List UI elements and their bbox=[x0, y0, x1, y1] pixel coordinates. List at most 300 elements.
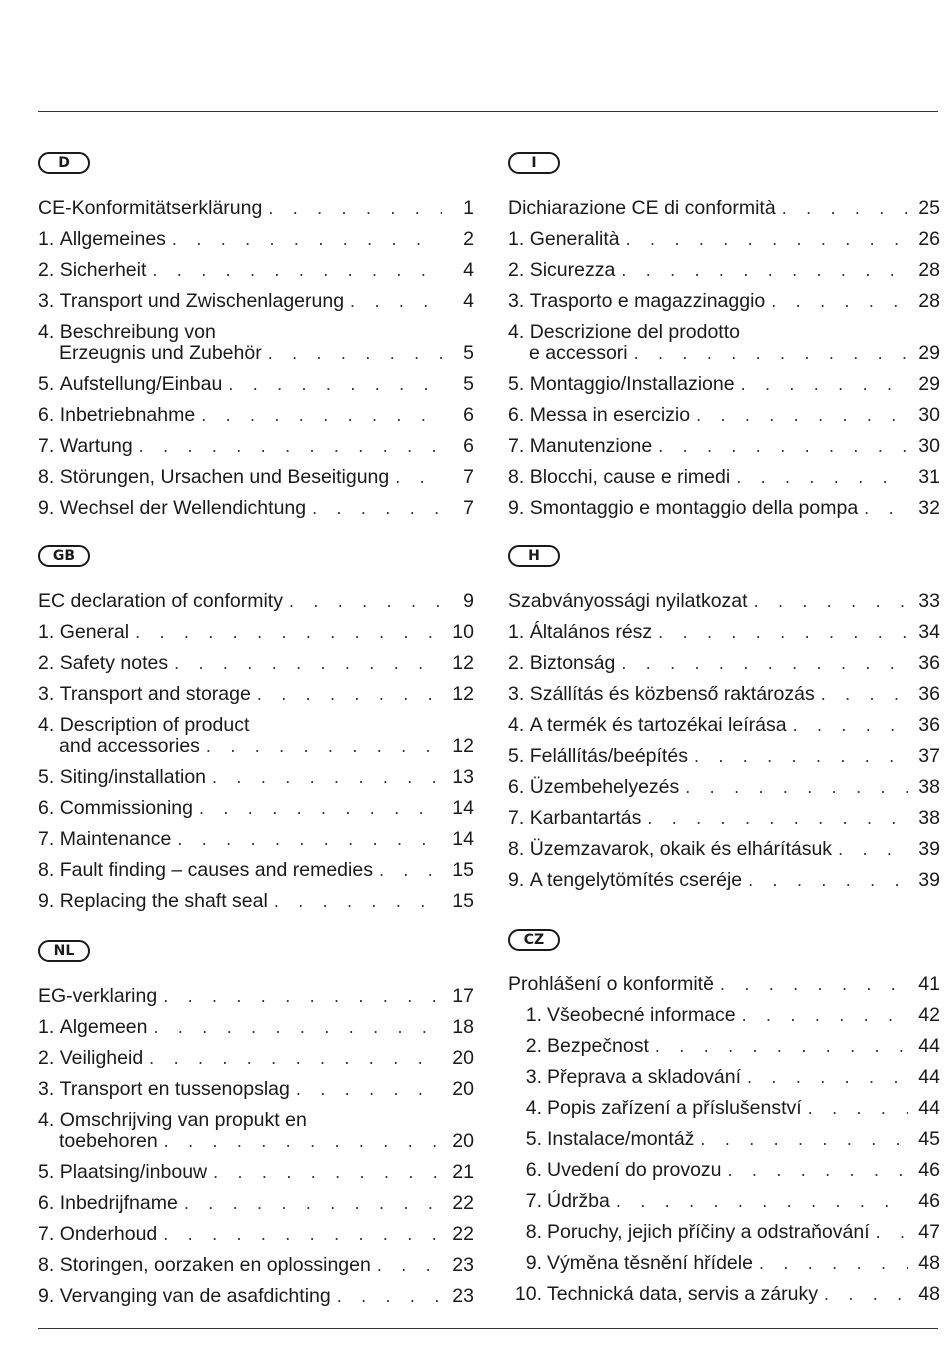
entry-number: 9. bbox=[508, 497, 525, 519]
entry-title: Údržba bbox=[547, 1190, 610, 1212]
entry-page: 25 bbox=[918, 197, 940, 219]
entry-page: 37 bbox=[918, 745, 940, 767]
toc-entry[interactable] bbox=[38, 1285, 474, 1316]
entry-title: Általános rész bbox=[529, 621, 653, 643]
dot-leader bbox=[621, 260, 908, 281]
toc-entry[interactable] bbox=[38, 290, 474, 321]
entry-title: Prohlášení o konformitě bbox=[508, 973, 714, 995]
toc-entry[interactable] bbox=[508, 621, 940, 652]
dot-leader bbox=[621, 653, 908, 674]
toc-entry[interactable] bbox=[38, 321, 474, 367]
entry-number: 1. bbox=[38, 1016, 55, 1038]
entry-title: Inbedrijfname bbox=[59, 1192, 178, 1214]
entry-title: Felállítás/beépítés bbox=[529, 745, 688, 767]
toc-entry[interactable] bbox=[508, 1252, 940, 1283]
entry-title: Onderhoud bbox=[59, 1223, 158, 1245]
entry-page: 28 bbox=[918, 290, 940, 312]
dot-leader bbox=[696, 405, 908, 426]
entry-page: 38 bbox=[918, 807, 940, 829]
dot-leader bbox=[177, 829, 442, 850]
entry-page: 44 bbox=[918, 1066, 940, 1088]
entry-page: 36 bbox=[918, 652, 940, 674]
dot-leader bbox=[658, 436, 908, 457]
dot-leader bbox=[824, 1284, 908, 1305]
entry-page: 32 bbox=[918, 497, 940, 519]
entry-number: 1. bbox=[525, 1004, 542, 1026]
toc-entry[interactable] bbox=[38, 1047, 474, 1078]
entry-number: 4. bbox=[508, 321, 525, 343]
dot-leader bbox=[154, 1017, 443, 1038]
dot-leader bbox=[720, 974, 908, 995]
entry-title: A termék és tartozékai leírása bbox=[529, 714, 787, 736]
entry-number: 6. bbox=[38, 404, 55, 426]
entry-title: Karbantartás bbox=[529, 807, 642, 829]
toc-entry[interactable] bbox=[508, 1035, 940, 1066]
entry-page: 44 bbox=[918, 1097, 940, 1119]
entry-page: 18 bbox=[452, 1016, 474, 1038]
language-badge-cz: CZ bbox=[508, 929, 560, 951]
entry-page: 12 bbox=[452, 683, 474, 705]
dot-leader bbox=[149, 1048, 442, 1069]
entry-title: Biztonság bbox=[529, 652, 616, 674]
dot-leader bbox=[741, 374, 908, 395]
toc-entry[interactable] bbox=[508, 1190, 940, 1221]
dot-leader bbox=[350, 291, 442, 312]
dot-leader bbox=[152, 260, 442, 281]
entry-number: 1. bbox=[508, 621, 525, 643]
dot-leader bbox=[296, 1079, 442, 1100]
entry-page: 31 bbox=[918, 466, 940, 488]
dot-leader bbox=[257, 684, 442, 705]
dot-leader bbox=[748, 870, 908, 891]
entry-title: Maintenance bbox=[59, 828, 172, 850]
entry-page: 9 bbox=[463, 590, 474, 612]
entry-title: EG-verklaring bbox=[38, 985, 158, 1007]
toc-entry[interactable] bbox=[508, 590, 940, 621]
entry-page: 6 bbox=[463, 404, 474, 426]
dot-leader bbox=[694, 746, 908, 767]
entry-number: 5. bbox=[38, 373, 55, 395]
entry-number: 8. bbox=[38, 1254, 55, 1276]
entry-page: 7 bbox=[463, 466, 474, 488]
entry-number: 6. bbox=[525, 1159, 542, 1181]
toc-entry[interactable] bbox=[38, 621, 474, 652]
entry-title: Omschrijving van propukt en bbox=[59, 1109, 307, 1131]
entry-page: 6 bbox=[463, 435, 474, 457]
toc-entry[interactable] bbox=[508, 838, 940, 869]
entry-title: Aufstellung/Einbau bbox=[59, 373, 223, 395]
entry-title: Uvedení do provozu bbox=[547, 1159, 722, 1181]
dot-leader bbox=[184, 1193, 442, 1214]
entry-number: 6. bbox=[508, 776, 525, 798]
entry-title: Üzembehelyezés bbox=[529, 776, 680, 798]
toc-entry[interactable] bbox=[508, 652, 940, 683]
entry-number: 7. bbox=[525, 1190, 542, 1212]
entry-number: 1. bbox=[508, 228, 525, 250]
entry-page: 2 bbox=[463, 228, 474, 250]
toc-entry[interactable] bbox=[508, 1097, 940, 1128]
entry-number: 8. bbox=[525, 1221, 542, 1243]
entry-page: 12 bbox=[452, 735, 474, 757]
toc-entry[interactable] bbox=[508, 435, 940, 466]
dot-leader bbox=[747, 1067, 908, 1088]
toc-entry[interactable] bbox=[38, 859, 474, 890]
dot-leader bbox=[379, 860, 442, 881]
dot-leader bbox=[728, 1160, 908, 1181]
toc-entry[interactable] bbox=[508, 1128, 940, 1159]
entry-number: 2. bbox=[525, 1035, 542, 1057]
entry-page: 39 bbox=[918, 838, 940, 860]
dot-leader bbox=[742, 1005, 908, 1026]
toc-entry[interactable] bbox=[38, 1078, 474, 1109]
toc-entry[interactable] bbox=[38, 197, 474, 228]
entry-title: Safety notes bbox=[59, 652, 169, 674]
entry-title: Störungen, Ursachen und Beseitigung bbox=[59, 466, 390, 488]
entry-title: Blocchi, cause e rimedi bbox=[529, 466, 731, 488]
entry-title: Montaggio/Installazione bbox=[529, 373, 735, 395]
entry-page: 29 bbox=[918, 342, 940, 364]
dot-leader bbox=[274, 891, 442, 912]
toc-entry[interactable] bbox=[38, 1192, 474, 1223]
language-badge-gb: GB bbox=[38, 545, 90, 567]
entry-number: 3. bbox=[38, 683, 55, 705]
dot-leader bbox=[821, 684, 908, 705]
toc-entry[interactable] bbox=[38, 1254, 474, 1285]
toc-entry[interactable] bbox=[38, 404, 474, 435]
entry-title: Sicherheit bbox=[59, 259, 147, 281]
entry-number: 4. bbox=[38, 1109, 55, 1131]
entry-number: 6. bbox=[508, 404, 525, 426]
entry-page: 26 bbox=[918, 228, 940, 250]
toc-entry[interactable] bbox=[38, 1161, 474, 1192]
toc-entry[interactable] bbox=[38, 1223, 474, 1254]
entry-number: 7. bbox=[508, 435, 525, 457]
dot-leader bbox=[658, 622, 908, 643]
entry-title: Bezpečnost bbox=[547, 1035, 649, 1057]
entry-title: Transport and storage bbox=[59, 683, 251, 705]
toc-entry[interactable] bbox=[508, 497, 940, 528]
toc-entry[interactable] bbox=[508, 404, 940, 435]
entry-title-continued: e accessori bbox=[529, 342, 628, 364]
toc-entry[interactable] bbox=[38, 228, 474, 259]
toc-entry[interactable] bbox=[508, 869, 940, 900]
toc-entry[interactable] bbox=[508, 373, 940, 404]
entry-number: 1. bbox=[38, 228, 55, 250]
dot-leader bbox=[634, 343, 908, 364]
entry-title: Siting/installation bbox=[59, 766, 207, 788]
toc-entry[interactable] bbox=[38, 373, 474, 404]
entry-number: 7. bbox=[38, 435, 55, 457]
entry-number: 4. bbox=[525, 1097, 542, 1119]
entry-number: 3. bbox=[508, 290, 525, 312]
entry-page: 20 bbox=[452, 1047, 474, 1069]
entry-number: 9. bbox=[38, 497, 55, 519]
toc-entry[interactable] bbox=[38, 985, 474, 1016]
entry-number: 6. bbox=[38, 1192, 55, 1214]
entry-title: Description of product bbox=[59, 714, 250, 736]
entry-number: 5. bbox=[525, 1128, 542, 1150]
entry-page: 5 bbox=[463, 373, 474, 395]
entry-title: Storingen, oorzaken en oplossingen bbox=[59, 1254, 371, 1276]
entry-page: 23 bbox=[452, 1285, 474, 1307]
dot-leader bbox=[213, 1162, 442, 1183]
dot-leader bbox=[201, 405, 442, 426]
dot-leader bbox=[268, 343, 442, 364]
entry-number: 2. bbox=[508, 652, 525, 674]
entry-page: 33 bbox=[918, 590, 940, 612]
entry-title: Poruchy, jejich příčiny a odstraňování bbox=[547, 1221, 870, 1243]
entry-page: 42 bbox=[918, 1004, 940, 1026]
toc-entry[interactable] bbox=[508, 1221, 940, 1252]
toc-entry[interactable] bbox=[38, 890, 474, 921]
dot-leader bbox=[736, 467, 908, 488]
entry-page: 22 bbox=[452, 1192, 474, 1214]
entry-number: 6. bbox=[38, 797, 55, 819]
entry-title: Manutenzione bbox=[529, 435, 653, 457]
entry-number: 5. bbox=[38, 1161, 55, 1183]
entry-page: 14 bbox=[452, 797, 474, 819]
entry-title: Replacing the shaft seal bbox=[59, 890, 268, 912]
dot-leader bbox=[135, 622, 442, 643]
entry-page: 4 bbox=[463, 259, 474, 281]
entry-page: 7 bbox=[463, 497, 474, 519]
toc-entry[interactable] bbox=[508, 807, 940, 838]
entry-page: 39 bbox=[918, 869, 940, 891]
entry-page: 48 bbox=[918, 1283, 940, 1305]
dot-leader bbox=[172, 229, 442, 250]
dot-leader bbox=[268, 198, 442, 219]
entry-number: 9. bbox=[38, 1285, 55, 1307]
toc-entry[interactable] bbox=[508, 1283, 940, 1314]
entry-title: Vervanging van de asafdichting bbox=[59, 1285, 331, 1307]
toc-entry[interactable] bbox=[508, 1004, 940, 1035]
entry-number: 8. bbox=[508, 466, 525, 488]
entry-page: 15 bbox=[452, 890, 474, 912]
entry-number: 2. bbox=[38, 1047, 55, 1069]
entry-title: Trasporto e magazzinaggio bbox=[529, 290, 766, 312]
toc-entry[interactable] bbox=[508, 1066, 940, 1097]
dot-leader bbox=[838, 839, 908, 860]
toc-entry[interactable] bbox=[38, 1016, 474, 1047]
entry-page: 10 bbox=[452, 621, 474, 643]
dot-leader bbox=[626, 229, 908, 250]
toc-entry[interactable] bbox=[508, 714, 940, 745]
entry-title: Wechsel der Wellendichtung bbox=[59, 497, 307, 519]
entry-title: Technická data, servis a záruky bbox=[547, 1283, 818, 1305]
toc-entry[interactable] bbox=[38, 828, 474, 859]
entry-title: Výměna těsnění hřídele bbox=[547, 1252, 753, 1274]
toc-entry[interactable] bbox=[38, 652, 474, 683]
entry-page: 15 bbox=[452, 859, 474, 881]
entry-page: 48 bbox=[918, 1252, 940, 1274]
dot-leader bbox=[212, 767, 442, 788]
entry-number: 2. bbox=[38, 259, 55, 281]
entry-title: Dichiarazione CE di conformità bbox=[508, 197, 776, 219]
entry-number: 4. bbox=[508, 714, 525, 736]
toc-entry[interactable] bbox=[508, 776, 940, 807]
dot-leader bbox=[793, 715, 908, 736]
entry-page: 46 bbox=[918, 1190, 940, 1212]
dot-leader bbox=[655, 1036, 908, 1057]
toc-entry[interactable] bbox=[38, 766, 474, 797]
entry-number: 2. bbox=[38, 652, 55, 674]
dot-leader bbox=[312, 498, 442, 519]
entry-title: Beschreibung von bbox=[59, 321, 216, 343]
entry-page: 23 bbox=[452, 1254, 474, 1276]
entry-title: Wartung bbox=[59, 435, 133, 457]
entry-page: 28 bbox=[918, 259, 940, 281]
entry-page: 20 bbox=[452, 1130, 474, 1152]
dot-leader bbox=[163, 986, 442, 1007]
dot-leader bbox=[647, 808, 908, 829]
toc-entry[interactable] bbox=[508, 259, 940, 290]
entry-number: 5. bbox=[508, 373, 525, 395]
dot-leader bbox=[782, 198, 908, 219]
dot-leader bbox=[199, 798, 442, 819]
entry-page: 17 bbox=[452, 985, 474, 1007]
entry-number: 1. bbox=[38, 621, 55, 643]
entry-title: Allgemeines bbox=[59, 228, 166, 250]
language-badge-d: D bbox=[38, 152, 90, 174]
entry-title: Messa in esercizio bbox=[529, 404, 691, 426]
entry-number: 3. bbox=[38, 290, 55, 312]
entry-page: 12 bbox=[452, 652, 474, 674]
entry-page: 30 bbox=[918, 435, 940, 457]
dot-leader bbox=[395, 467, 442, 488]
entry-number: 5. bbox=[508, 745, 525, 767]
dot-leader bbox=[700, 1129, 908, 1150]
entry-title: Transport en tussenopslag bbox=[59, 1078, 290, 1100]
dot-leader bbox=[876, 1222, 908, 1243]
dot-leader bbox=[759, 1253, 908, 1274]
entry-title: EC declaration of conformity bbox=[38, 590, 283, 612]
dot-leader bbox=[228, 374, 442, 395]
toc-entry[interactable] bbox=[38, 259, 474, 290]
entry-number: 9. bbox=[508, 869, 525, 891]
entry-title: CE-Konformitätserklärung bbox=[38, 197, 263, 219]
entry-title: Algemeen bbox=[59, 1016, 148, 1038]
entry-title: Veiligheid bbox=[59, 1047, 144, 1069]
toc-entry[interactable] bbox=[38, 714, 474, 760]
entry-number: 2. bbox=[508, 259, 525, 281]
dot-leader bbox=[164, 1131, 442, 1152]
toc-entry[interactable] bbox=[38, 466, 474, 497]
entry-title-continued: and accessories bbox=[59, 735, 200, 757]
entry-number: 8. bbox=[508, 838, 525, 860]
toc-entry[interactable] bbox=[38, 497, 474, 528]
dot-leader bbox=[864, 498, 908, 519]
entry-number: 3. bbox=[38, 1078, 55, 1100]
entry-title: Sicurezza bbox=[529, 259, 616, 281]
toc-entry[interactable] bbox=[38, 435, 474, 466]
language-badge-nl: NL bbox=[38, 940, 90, 962]
entry-page: 45 bbox=[918, 1128, 940, 1150]
language-badge-i: I bbox=[508, 152, 560, 174]
entry-number: 7. bbox=[38, 828, 55, 850]
toc-entry[interactable] bbox=[508, 683, 940, 714]
entry-title: Commissioning bbox=[59, 797, 193, 819]
entry-page: 22 bbox=[452, 1223, 474, 1245]
dot-leader bbox=[771, 291, 908, 312]
entry-number: 7. bbox=[38, 1223, 55, 1245]
entry-title: Popis zařízení a příslušenství bbox=[547, 1097, 802, 1119]
entry-title: Všeobecné informace bbox=[547, 1004, 736, 1026]
toc-entry[interactable] bbox=[508, 228, 940, 259]
dot-leader bbox=[754, 591, 908, 612]
entry-title: A tengelytömítés cseréje bbox=[529, 869, 743, 891]
entry-page: 34 bbox=[918, 621, 940, 643]
entry-page: 1 bbox=[463, 197, 474, 219]
entry-page: 41 bbox=[918, 973, 940, 995]
toc-entry[interactable] bbox=[38, 1109, 474, 1155]
toc-entry[interactable] bbox=[508, 197, 940, 228]
dot-leader bbox=[206, 736, 442, 757]
toc-entry[interactable] bbox=[38, 590, 474, 621]
top-rule bbox=[38, 111, 938, 112]
entry-title-continued: toebehoren bbox=[59, 1130, 158, 1152]
toc-entry[interactable] bbox=[508, 466, 940, 497]
entry-page: 13 bbox=[452, 766, 474, 788]
toc-entry[interactable] bbox=[508, 290, 940, 321]
entry-number: 3. bbox=[508, 683, 525, 705]
entry-page: 46 bbox=[918, 1159, 940, 1181]
entry-title: Transport und Zwischenlagerung bbox=[59, 290, 345, 312]
toc-entry[interactable] bbox=[508, 321, 940, 367]
entry-page: 38 bbox=[918, 776, 940, 798]
entry-number: 3. bbox=[525, 1066, 542, 1088]
dot-leader bbox=[808, 1098, 908, 1119]
entry-title: Descrizione del prodotto bbox=[529, 321, 740, 343]
toc-entry[interactable] bbox=[508, 973, 940, 1004]
entry-title: Üzemzavarok, okaik és elhárításuk bbox=[529, 838, 833, 860]
entry-page: 47 bbox=[918, 1221, 940, 1243]
dot-leader bbox=[289, 591, 442, 612]
dot-leader bbox=[163, 1224, 442, 1245]
entry-title: Szabványossági nyilatkozat bbox=[508, 590, 748, 612]
toc-entry[interactable] bbox=[508, 1159, 940, 1190]
entry-number: 8. bbox=[38, 466, 55, 488]
entry-page: 36 bbox=[918, 714, 940, 736]
entry-number: 5. bbox=[38, 766, 55, 788]
entry-title: General bbox=[59, 621, 130, 643]
entry-page: 29 bbox=[918, 373, 940, 395]
entry-page: 36 bbox=[918, 683, 940, 705]
entry-title: Inbetriebnahme bbox=[59, 404, 196, 426]
entry-number: 9. bbox=[525, 1252, 542, 1274]
toc-entry[interactable] bbox=[38, 683, 474, 714]
dot-leader bbox=[685, 777, 908, 798]
entry-title-continued: Erzeugnis und Zubehör bbox=[59, 342, 262, 364]
entry-title: Fault finding – causes and remedies bbox=[59, 859, 373, 881]
entry-page: 5 bbox=[463, 342, 474, 364]
language-badge-h: H bbox=[508, 545, 560, 567]
entry-page: 20 bbox=[452, 1078, 474, 1100]
entry-number: 9. bbox=[38, 890, 55, 912]
dot-leader bbox=[139, 436, 442, 457]
entry-number: 10. bbox=[514, 1283, 542, 1305]
entry-page: 14 bbox=[452, 828, 474, 850]
entry-title: Přeprava a skladování bbox=[547, 1066, 742, 1088]
dot-leader bbox=[377, 1255, 442, 1276]
dot-leader bbox=[174, 653, 442, 674]
toc-entry[interactable] bbox=[38, 797, 474, 828]
entry-number: 4. bbox=[38, 714, 55, 736]
toc-entry[interactable] bbox=[508, 745, 940, 776]
entry-title: Plaatsing/inbouw bbox=[59, 1161, 208, 1183]
entry-title: Generalità bbox=[529, 228, 620, 250]
entry-title: Smontaggio e montaggio della pompa bbox=[529, 497, 859, 519]
entry-number: 7. bbox=[508, 807, 525, 829]
